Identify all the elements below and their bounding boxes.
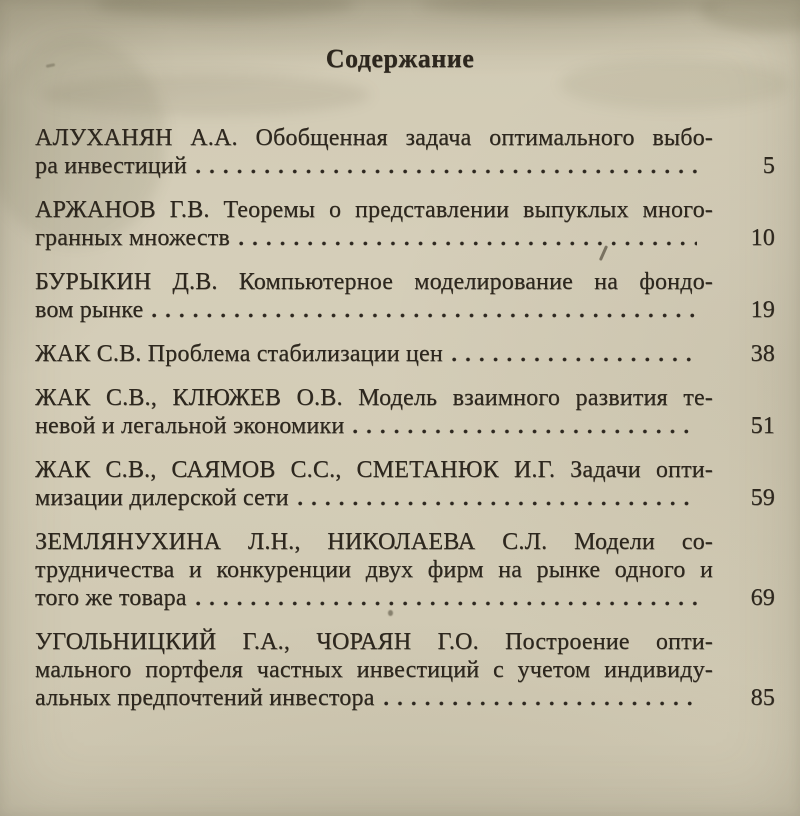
toc-line-text: невой и легальной экономики xyxy=(35,413,345,439)
dot-leader xyxy=(452,355,697,364)
toc-line xyxy=(35,684,775,712)
toc-line xyxy=(35,296,775,324)
page-number: 10 xyxy=(750,225,775,251)
toc-entry xyxy=(35,340,775,368)
dot-leader xyxy=(298,499,697,508)
toc-line xyxy=(35,584,775,612)
toc-line xyxy=(35,224,775,252)
scan-smudge xyxy=(700,0,800,32)
page-title: Содержание xyxy=(325,44,475,73)
toc-entry xyxy=(35,268,775,324)
dot-leader xyxy=(239,239,697,248)
dot-leader xyxy=(196,599,697,608)
toc-entry xyxy=(35,384,775,440)
scan-smudge xyxy=(40,74,370,116)
page-number: 51 xyxy=(750,413,775,439)
toc-line-text: гранных множеств xyxy=(35,225,230,251)
toc-line: ЖАК С.В., САЯМОВ С.С., СМЕТАНЮК И.Г. Задачи опти- xyxy=(35,457,713,483)
page-number: 38 xyxy=(750,341,775,367)
scan-smudge xyxy=(420,0,720,16)
toc-line-text: мизации дилерской сети xyxy=(35,485,289,511)
toc-line: АЛУХАНЯН А.А. Обобщенная задача оптимального выбо- xyxy=(35,125,713,151)
toc-line-text: вом рынке xyxy=(35,297,144,323)
toc-entry xyxy=(35,628,775,712)
toc-line xyxy=(35,340,775,368)
toc-line: БУРЫКИН Д.В. Компьютерное моделирование на фондо- xyxy=(35,269,713,295)
page-number: 19 xyxy=(750,297,775,323)
toc-line: ЗЕМЛЯНУХИНА Л.Н., НИКОЛАЕВА С.Л. Модели со- xyxy=(35,529,713,555)
scan-smudge xyxy=(95,0,355,18)
toc-line-text: того же товара xyxy=(35,585,187,611)
dot-leader xyxy=(196,167,697,176)
toc-entry xyxy=(35,124,775,180)
toc-entry xyxy=(35,196,775,252)
toc-line xyxy=(35,152,775,180)
page-number: 69 xyxy=(750,585,775,611)
toc-line xyxy=(35,412,775,440)
page-number: 5 xyxy=(762,153,775,179)
toc-line: трудничества и конкуренции двух фирм на рынке одного и xyxy=(35,557,713,583)
table-of-contents xyxy=(35,124,775,728)
dot-leader xyxy=(384,699,697,708)
toc-entry xyxy=(35,528,775,612)
toc-line-text: альных предпочтений инвестора xyxy=(35,685,375,711)
dot-leader xyxy=(152,311,697,320)
toc-line xyxy=(35,484,775,512)
toc-line: мального портфеля частных инвестиций с учетом индивиду- xyxy=(35,657,713,683)
dot-leader xyxy=(353,427,697,436)
toc-entry xyxy=(35,456,775,512)
toc-line-text: ра инвестиций xyxy=(35,153,187,179)
toc-line: ЖАК С.В., КЛЮЖЕВ О.В. Модель взаимного развития те- xyxy=(35,385,713,411)
toc-line-text: ЖАК С.В. Проблема стабилизации цен xyxy=(35,341,443,367)
page-number: 59 xyxy=(750,485,775,511)
toc-line: АРЖАНОВ Г.В. Теоремы о представлении выпуклых много- xyxy=(35,197,713,223)
page-number: 85 xyxy=(750,685,775,711)
toc-line: УГОЛЬНИЦКИЙ Г.А., ЧОРАЯН Г.О. Построение опти- xyxy=(35,629,713,655)
